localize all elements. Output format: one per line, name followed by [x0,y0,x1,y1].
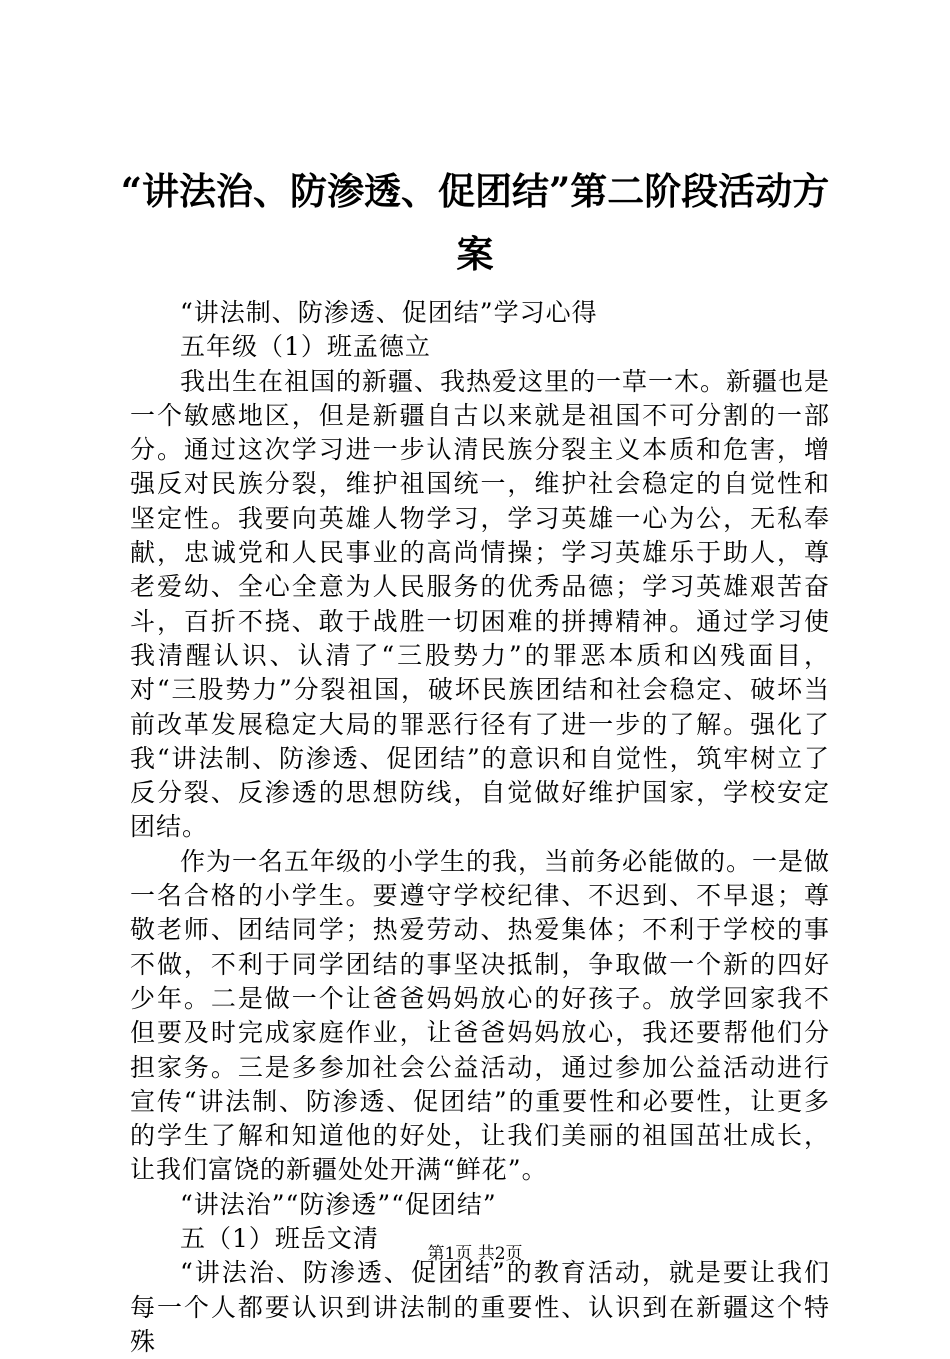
document-title: “讲法治、防渗透、促团结”第二阶段活动方案 [120,169,830,276]
author-line: 五年级（1）班孟德立 [180,332,431,362]
body-paragraph: “讲法治、防渗透、促团结”的教育活动，就是要让我们每一个人都要认识到讲法制的重要性、认识到在新疆这个特殊 [130,1258,830,1356]
author-line: 五（1）班岳文清 [180,1224,379,1254]
section-heading: “讲法制、防渗透、促团结”学习心得 [180,298,598,327]
body-paragraph: 我出生在祖国的新疆、我热爱这里的一草一木。新疆也是一个敏感地区，但是新疆自古以来就是祖国不可分割的一部分。通过这次学习进一步认清民族分裂主义本质和危害，增强反对民族分裂，维护祖国统一，维护社会稳定的自觉性和坚定性。我要向英雄人物学习，学习英雄一心为公，无私奉献，忠诚党和人民事业的高尚情操；学习英雄乐于助人，尊老爱幼、全心全意为人民服务的优秀品德；学习英雄艰苦奋斗，百折不挠、敢于战胜一切困难的拼搏精神。通过学习使我清醒认识、认清了“三股势力”的罪恶本质和凶残面目，对“三股势力”分裂祖国，破坏民族团结和社会稳定、破坏当前改革发展稳定大局的罪恶行径有了进一步的了解。强化了我“讲法制、防渗透、促团结”的意识和自觉性，筑牢树立了反分裂、反渗透的思想防线，自觉做好维护国家，学校安定团结。 [130,366,831,842]
body-paragraph: 作为一名五年级的小学生的我，当前务必能做的。一是做一名合格的小学生。要遵守学校纪律、不迟到、不早退；尊敬老师、团结同学；热爱劳动、热爱集体；不利于学校的事不做，不利于同学团结的事坚决抵制，争取做一个新的四好少年。二是做一个让爸爸妈妈放心的好孩子。放学回家我不但要及时完成家庭作业，让爸爸妈妈放心，我还要帮他们分担家务。三是多参加社会公益活动，通过参加公益活动进行宣传“讲法制、防渗透、促团结”的重要性和必要性，让更多的学生了解和知道他的好处，让我们美丽的祖国茁壮成长，让我们富饶的新疆处处开满“鲜花”。 [130,846,831,1185]
section-heading: “讲法治”“防渗透”“促团结” [180,1189,497,1219]
page-number-footer: 第1页 共2页 [427,1244,523,1264]
document-body [130,296,830,1359]
